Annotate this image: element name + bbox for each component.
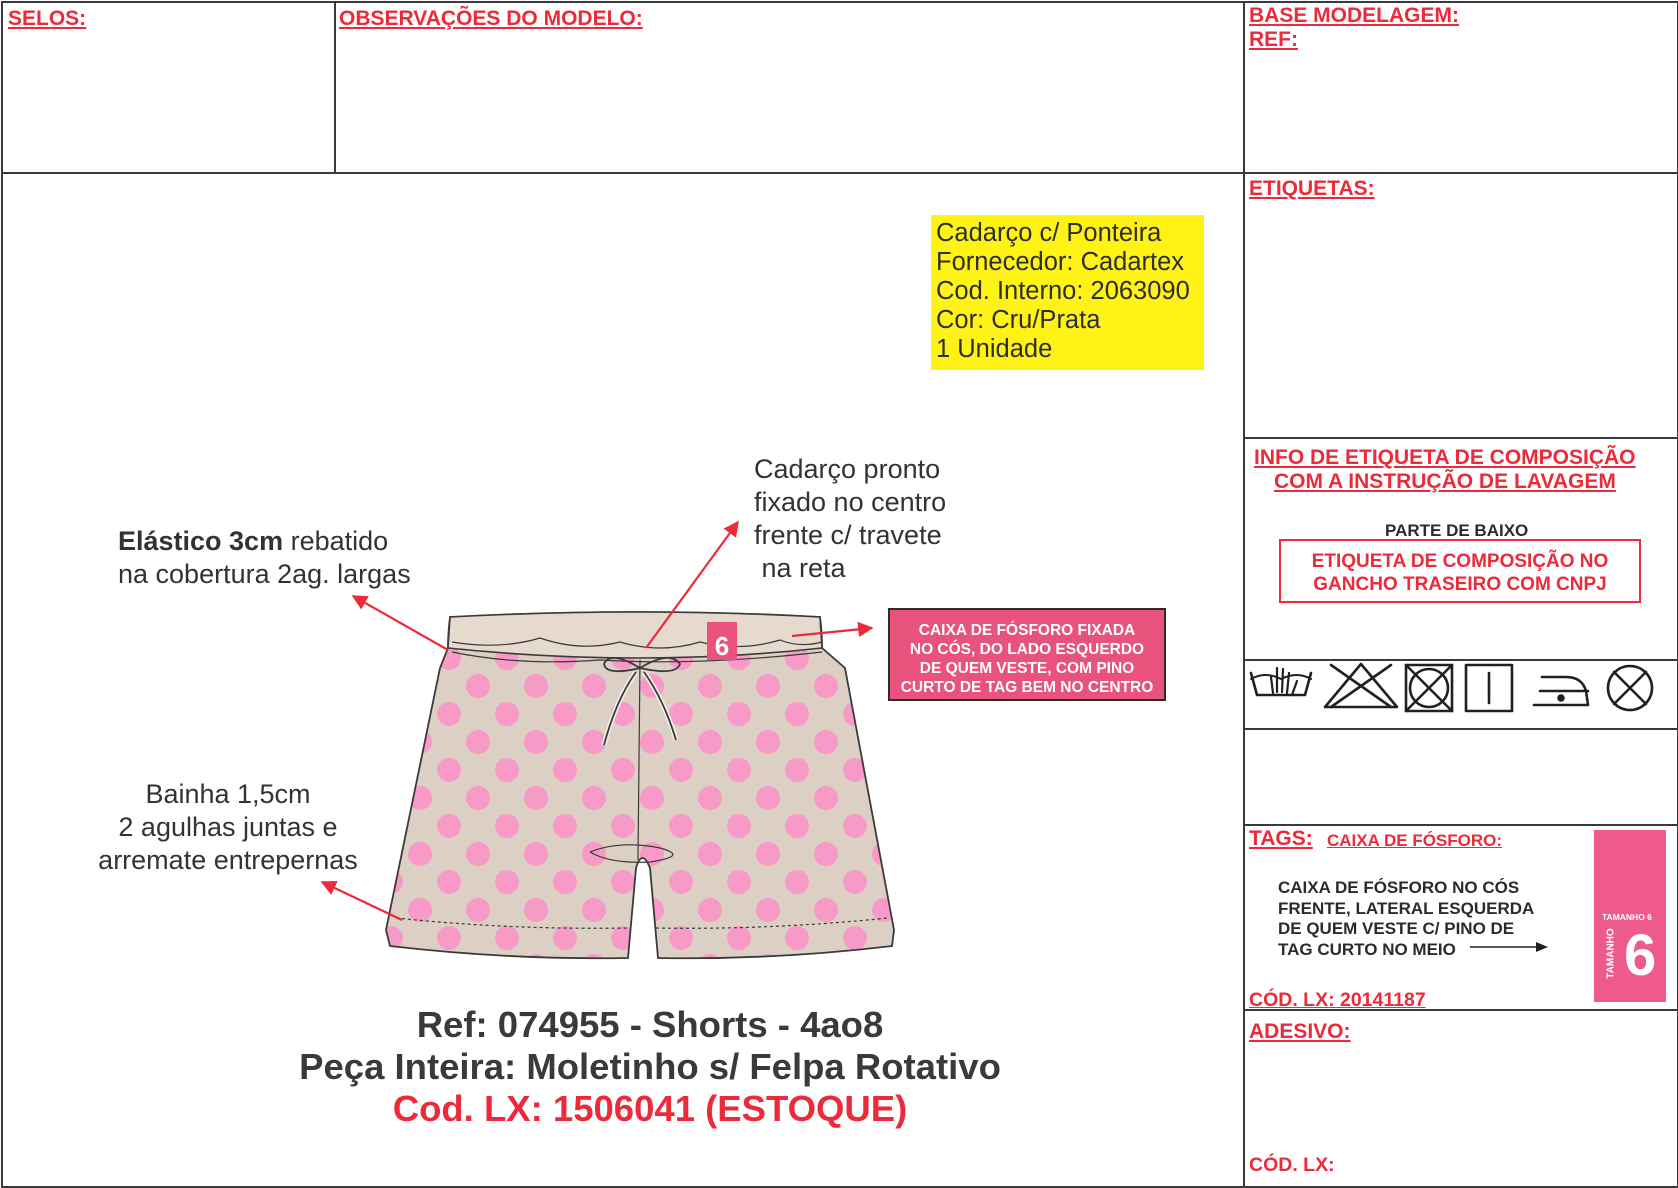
bainha-note-line-1: Bainha 1,5cm	[145, 779, 311, 809]
bainha-note-line-3: arremate entrepernas	[98, 845, 358, 875]
yellow-note-line-4: Cor: Cru/Prata	[936, 306, 1101, 334]
yellow-note-line-3: Cod. Interno: 2063090	[936, 277, 1190, 305]
yellow-note-line-5: 1 Unidade	[936, 335, 1053, 363]
elastico-note-line-2: na cobertura 2ag. largas	[118, 559, 411, 589]
tag-arrow-icon	[1470, 940, 1550, 954]
cadarco-note-line-3: frente c/ travete	[754, 520, 942, 550]
composicao-box	[1279, 539, 1641, 603]
caixa-fosforo-label: CAIXA DE FÓSFORO:	[1327, 831, 1503, 850]
care-symbols-row	[1243, 659, 1677, 729]
pink-box-line-4: CURTO DE TAG BEM NO CENTRO	[900, 679, 1154, 696]
tag-text-line-1: CAIXA DE FÓSFORO NO CÓS	[1278, 878, 1520, 897]
line-dry-icon	[1466, 665, 1512, 711]
elastico-note-rest: rebatido	[283, 526, 389, 556]
cod-lx-empty-label: CÓD. LX:	[1249, 1154, 1335, 1176]
composicao-box-line-2: GANCHO TRASEIRO COM CNPJ	[1313, 574, 1607, 595]
tag-text-line-4: TAG CURTO NO MEIO	[1278, 939, 1456, 959]
cod-line: Cod. LX: 1506041 (ESTOQUE)	[392, 1088, 908, 1129]
elastico-note-bold: Elástico 3cm	[118, 526, 284, 556]
size-tag-number: 6	[1624, 923, 1657, 988]
yellow-note-line-2: Fornecedor: Cadartex	[936, 248, 1185, 276]
size-tag-small-label: TAMANHO 6	[1602, 912, 1652, 922]
info-composicao-title-2: COM A INSTRUÇÃO DE LAVAGEM	[1274, 470, 1616, 493]
cadarco-note-line-1: Cadarço pronto	[754, 454, 941, 484]
parte-de-baixo-label: PARTE DE BAIXO	[1385, 521, 1529, 540]
peca-line: Peça Inteira: Moletinho s/ Felpa Rotativo	[299, 1046, 1001, 1087]
size-tag	[1594, 830, 1666, 1002]
adesivo-label: ADESIVO:	[1249, 1020, 1351, 1043]
cadarco-note-line-4: na reta	[754, 553, 846, 583]
bainha-note-line-2: 2 agulhas juntas e	[118, 812, 338, 842]
no-dry-clean-icon	[1608, 666, 1652, 710]
composicao-box-line-1: ETIQUETA DE COMPOSIÇÃO NO	[1311, 551, 1609, 572]
pink-box-line-2: NO CÓS, DO LADO ESQUERDO	[909, 641, 1145, 658]
etiquetas-divider	[1243, 437, 1677, 439]
tags-label: TAGS:	[1249, 827, 1313, 850]
elastico-arrow	[353, 596, 448, 650]
cadarco-note-line-2: fixado no centro	[754, 487, 947, 517]
info-composicao-title-1: INFO DE ETIQUETA DE COMPOSIÇÃO	[1254, 446, 1636, 469]
tag-text-line-2: FRENTE, LATERAL ESQUERDA	[1278, 898, 1535, 918]
pink-box-line-1: CAIXA DE FÓSFORO FIXADA	[918, 622, 1136, 639]
observacoes-label: OBSERVAÇÕES DO MODELO:	[339, 7, 643, 30]
ref-label: REF:	[1249, 28, 1298, 51]
etiquetas-label: ETIQUETAS:	[1249, 177, 1375, 200]
tags-divider	[1243, 824, 1677, 826]
ref-line: Ref: 074955 - Shorts - 4ao8	[416, 1004, 884, 1045]
pink-box-line-3: DE QUEM VESTE, COM PINO	[919, 660, 1135, 677]
selos-label: SELOS:	[8, 7, 87, 30]
tag-text-line-3: DE QUEM VESTE C/ PINO DE	[1278, 919, 1515, 938]
no-tumble-dry-icon	[1406, 665, 1452, 711]
hand-wash-icon	[1251, 668, 1311, 695]
yellow-note-line-1: Cadarço c/ Ponteira	[936, 219, 1162, 247]
waist-tag-number: 6	[714, 631, 730, 661]
size-tag-vertical-label: TAMANHO	[1605, 928, 1617, 979]
cod-lx-tag: CÓD. LX: 20141187	[1249, 989, 1426, 1011]
no-bleach-icon	[1325, 664, 1397, 707]
bainha-arrow	[322, 882, 402, 920]
shorts-body	[380, 600, 900, 970]
iron-low-icon	[1534, 677, 1588, 705]
base-modelagem-label: BASE MODELAGEM:	[1249, 4, 1459, 27]
